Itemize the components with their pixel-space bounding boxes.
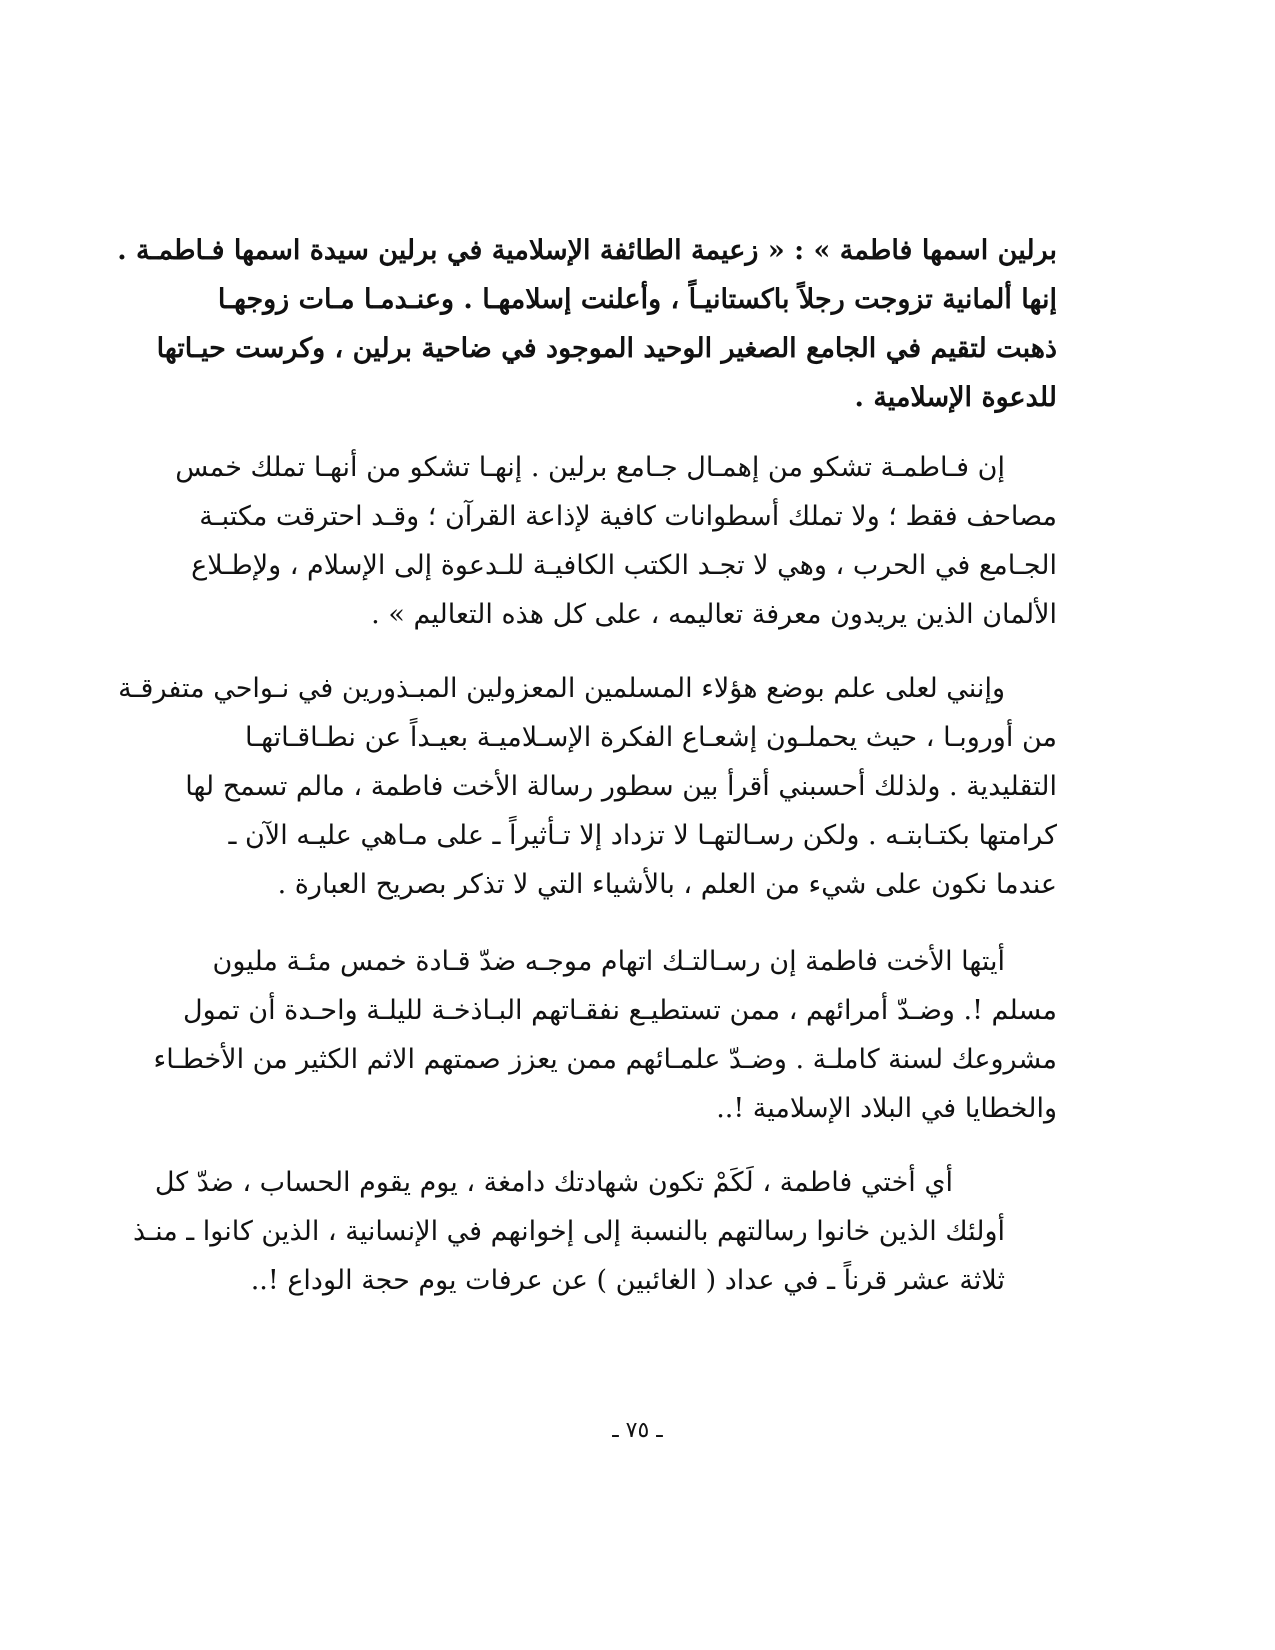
paragraph-line: عندما نكون على شيء من العلم ، بالأشياء التي لا تذكر بصريح العبارة . xyxy=(277,869,1057,900)
paragraph-1 xyxy=(117,226,1057,422)
paragraph-line: التقليدية . ولذلك أحسبني أقرأ بين سطور رسالة الأخت فاطمة ، مالم تسمح لها xyxy=(185,771,1057,802)
paragraph-line: للدعوة الإسلامية . xyxy=(854,382,1057,413)
page-number: ـ ٧٥ ـ xyxy=(612,1418,663,1443)
paragraph-line: أي أختي فاطمة ، لَكَمْ تكون شهادتك دامغة ، يوم يقوم الحساب ، ضدّ كل xyxy=(154,1167,953,1198)
paragraph-line: الجـامع في الحرب ، وهي لا تجـد الكتب الكافيـة للـدعوة إلى الإسلام ، ولإطـلاع xyxy=(191,550,1057,581)
paragraph-line: مصاحف فقط ؛ ولا تملك أسطوانات كافية لإذاعة القرآن ؛ وقـد احترقت مكتبـة xyxy=(199,501,1057,532)
paragraph-line: إن فـاطمـة تشكو من إهمـال جـامع برلين . إنهـا تشكو من أنهـا تملك خمس xyxy=(175,452,1005,483)
paragraph-line: من أوروبـا ، حيث يحملـون إشعـاع الفكرة الإسـلاميـة بعيـداً عن نطـاقـاتهـا xyxy=(245,722,1057,753)
paragraph-line: الألمان الذين يريدون معرفة تعاليمه ، على كل هذه التعاليم » . xyxy=(371,599,1057,630)
paragraph-2 xyxy=(175,443,1057,639)
paragraph-line: إنها ألمانية تزوجت رجلاً باكستانيـاً ، وأعلنت إسلامهـا . وعنـدمـا مـات زوجهـا xyxy=(217,284,1057,315)
paragraph-line: أيتها الأخت فاطمة إن رسـالتـك اتهام موجـه ضدّ قـادة خمس مئـة مليون xyxy=(212,946,1005,977)
paragraph-5 xyxy=(132,1158,1005,1305)
paragraph-4 xyxy=(153,937,1057,1133)
paragraph-3 xyxy=(118,664,1057,909)
paragraph-line: أولئك الذين خانوا رسالتهم بالنسبة إلى إخوانهم في الإنسانية ، الذين كانوا ـ منـذ xyxy=(132,1216,1005,1247)
paragraph-line: مسلم !. وضـدّ أمرائهم ، ممن تستطيـع نفقـاتهم البـاذخـة لليلـة واحـدة أن تمول xyxy=(182,995,1057,1026)
paragraph-line: والخطايا في البلاد الإسلامية !.. xyxy=(716,1093,1057,1124)
paragraph-line: برلين اسمها فاطمة » : « زعيمة الطائفة الإسلامية في برلين سيدة اسمها فـاطمـة . xyxy=(117,235,1057,266)
paragraph-line: مشروعك لسنة كاملـة . وضـدّ علمـائهم ممن يعزز صمتهم الاثم الكثير من الأخطـاء xyxy=(153,1044,1057,1075)
paragraph-line: كرامتها بكتـابتـه . ولكن رسـالتهـا لا تزداد إلا تـأثيراً ـ على مـاهي عليـه الآن ـ xyxy=(228,820,1057,851)
paragraph-line: وإنني لعلى علم بوضع هؤلاء المسلمين المعزولين المبـذورين في نـواحي متفرقـة xyxy=(118,673,1005,704)
paragraph-line: ثلاثة عشر قرناً ـ في عداد ( الغائبين ) عن عرفات يوم حجة الوداع !.. xyxy=(250,1265,1005,1296)
paragraph-line: ذهبت لتقيم في الجامع الصغير الوحيد الموجود في ضاحية برلين ، وكرست حيـاتها xyxy=(156,333,1057,364)
